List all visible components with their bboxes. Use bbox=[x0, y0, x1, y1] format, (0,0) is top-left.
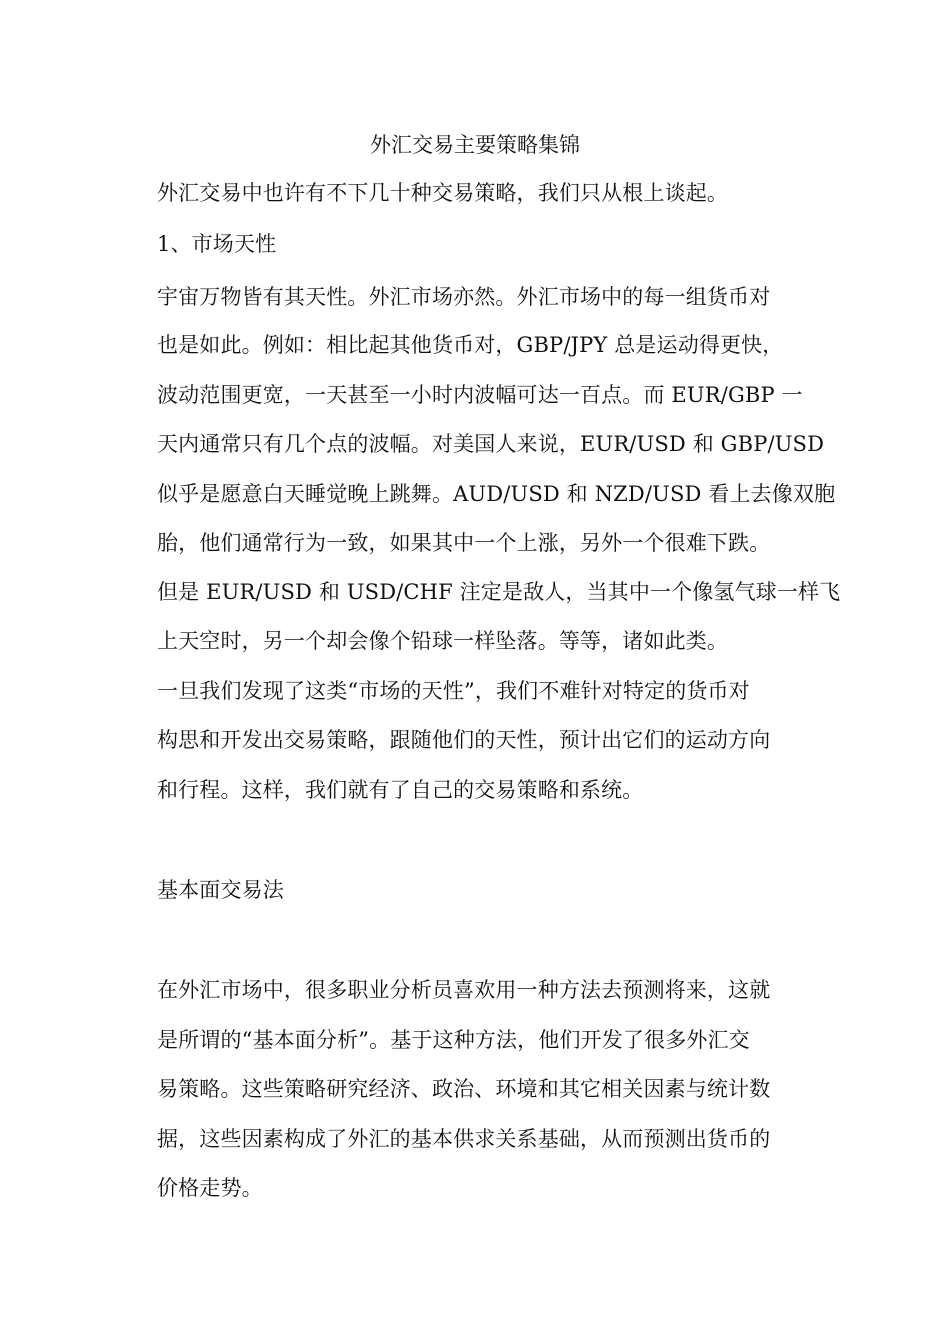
section-heading-fundamental-trading: 基本面交易法 bbox=[157, 878, 284, 902]
paragraph-line: 天内通常只有几个点的波幅。对美国人来说，EUR/USD 和 GBP/USD bbox=[157, 432, 825, 456]
paragraph-line: 据，这些因素构成了外汇的基本供求关系基础，从而预测出货币的 bbox=[157, 1127, 771, 1151]
paragraph-line: 似乎是愿意白天睡觉晚上跳舞。AUD/USD 和 NZD/USD 看上去像双胞 bbox=[157, 482, 836, 506]
paragraph-line: 价格走势。 bbox=[157, 1176, 263, 1200]
paragraph-line: 也是如此。例如：相比起其他货币对，GBP/JPY 总是运动得更快， bbox=[157, 333, 784, 357]
document-title: 外汇交易主要策略集锦 bbox=[370, 133, 580, 157]
paragraph-line: 是所谓的“基本面分析”。基于这种方法，他们开发了很多外汇交 bbox=[157, 1028, 750, 1052]
paragraph-line: 但是 EUR/USD 和 USD/CHF 注定是敌人，当其中一个像氢气球一样飞 bbox=[157, 580, 841, 604]
paragraph-intro: 外汇交易中也许有不下几十种交易策略，我们只从根上谈起。 bbox=[157, 181, 729, 205]
paragraph-line: 一旦我们发现了这类“市场的天性”，我们不难针对特定的货币对 bbox=[157, 679, 750, 703]
section-heading-market-nature: 1、市场天性 bbox=[157, 232, 277, 256]
paragraph-line: 上天空时，另一个却会像个铅球一样坠落。等等，诸如此类。 bbox=[157, 629, 729, 653]
paragraph-line: 易策略。这些策略研究经济、政治、环境和其它相关因素与统计数 bbox=[157, 1077, 771, 1101]
paragraph-line: 宇宙万物皆有其天性。外汇市场亦然。外汇市场中的每一组货币对 bbox=[157, 285, 771, 309]
paragraph-line: 胎，他们通常行为一致，如果其中一个上涨，另外一个很难下跌。 bbox=[157, 531, 771, 555]
paragraph-line: 波动范围更宽，一天甚至一小时内波幅可达一百点。而 EUR/GBP 一 bbox=[157, 383, 803, 407]
paragraph-line: 在外汇市场中，很多职业分析员喜欢用一种方法去预测将来，这就 bbox=[157, 978, 771, 1002]
paragraph-line: 和行程。这样，我们就有了自己的交易策略和系统。 bbox=[157, 778, 644, 802]
paragraph-line: 构思和开发出交易策略，跟随他们的天性，预计出它们的运动方向 bbox=[157, 728, 771, 752]
